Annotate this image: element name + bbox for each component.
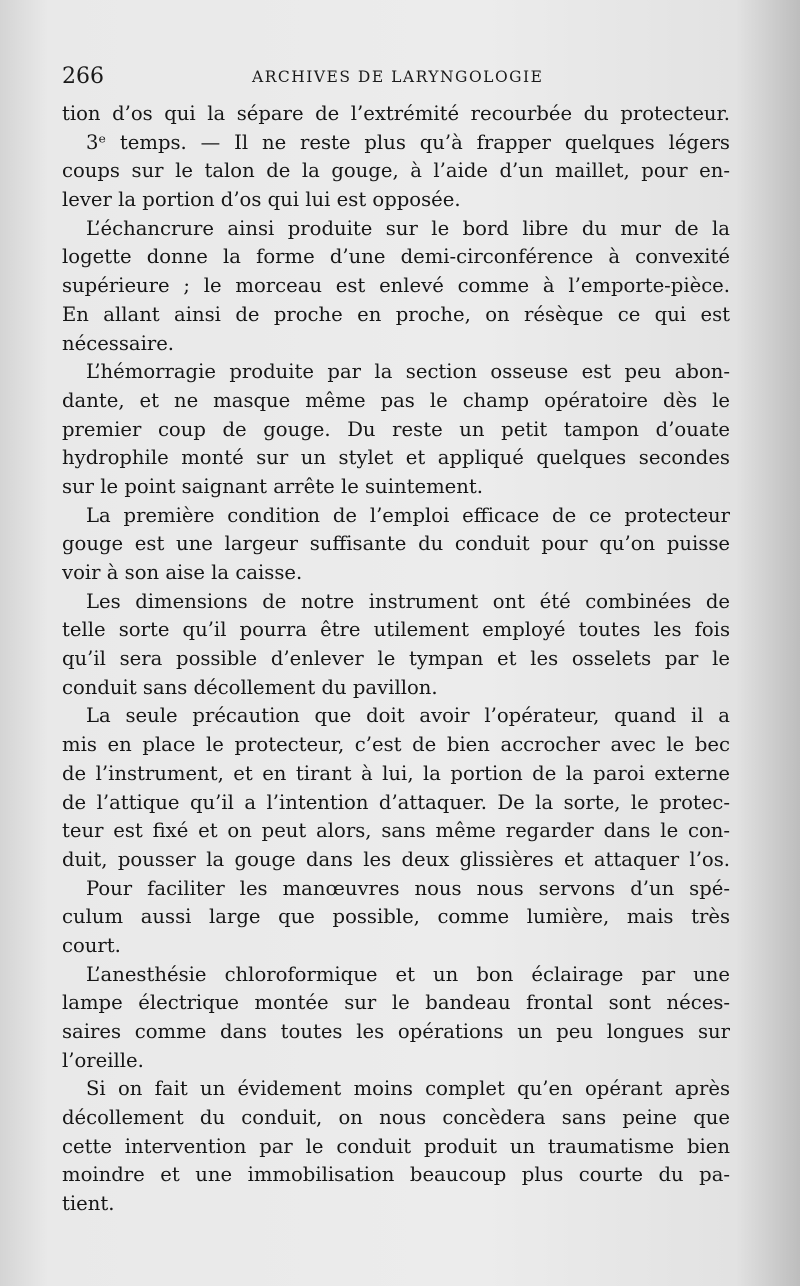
text-line: court. xyxy=(62,933,121,957)
text-line: dante, et ne masque même pas le champ opératoire dès le xyxy=(62,388,730,412)
text-line: supérieure ; le morceau est enlevé comme à l’emporte-pièce. xyxy=(62,274,730,298)
text-line: telle sorte qu’il pourra être utilement employé toutes les fois xyxy=(62,618,730,642)
text-line: qu’il sera possible d’enlever le tympan et les osselets par le xyxy=(62,647,730,671)
text-line: mis en place le protecteur, c’est de bien accrocher avec le bec xyxy=(62,733,730,757)
text-line: teur est fixé et on peut alors, sans même regarder dans le con- xyxy=(62,819,730,843)
text-line: En allant ainsi de proche en proche, on résèque ce qui est xyxy=(62,302,730,326)
text-line: lampe électrique montée sur le bandeau frontal sont néces- xyxy=(62,991,730,1015)
text-line: décollement du conduit, on nous concèdera sans peine que xyxy=(62,1106,730,1130)
text-line: Si on fait un évidement moins complet qu’en opérant après xyxy=(86,1077,730,1101)
text-line: conduit sans décollement du pavillon. xyxy=(62,675,438,699)
text-line: gouge est une largeur suffisante du conduit pour qu’on puisse xyxy=(62,532,730,556)
text-line: de l’instrument, et en tirant à lui, la portion de la paroi externe xyxy=(62,761,730,785)
text-line: de l’attique qu’il a l’intention d’attaquer. De la sorte, le protec- xyxy=(62,790,730,814)
text-line: duit, pousser la gouge dans les deux glissières et attaquer l’os. xyxy=(62,847,730,871)
text-line: coups sur le talon de la gouge, à l’aide d’un maillet, pour en- xyxy=(62,159,730,183)
text-line: tient. xyxy=(62,1192,115,1216)
text-line: logette donne la forme d’une demi-circonférence à convexité xyxy=(62,245,730,269)
text-line: l’oreille. xyxy=(62,1048,144,1072)
text-line: lever la portion d’os qui lui est opposée. xyxy=(62,188,461,212)
text-line: moindre et une immobilisation beaucoup plus courte du pa- xyxy=(62,1163,730,1187)
text-line: nécessaire. xyxy=(62,331,175,355)
page-number: 266 xyxy=(62,64,104,89)
text-line: sur le point saignant arrête le suintement. xyxy=(62,474,483,498)
body-text xyxy=(62,100,730,1219)
text-line: voir à son aise la caisse. xyxy=(62,561,303,584)
text-line: Les dimensions de notre instrument ont été combinées de xyxy=(86,589,730,613)
text-line: La seule précaution que doit avoir l’opérateur, quand il a xyxy=(86,704,730,728)
text-line: hydrophile monté sur un stylet et appliqué quelques secondes xyxy=(62,446,730,470)
text-line: L’échancrure ainsi produite sur le bord libre du mur de la xyxy=(86,216,730,240)
text-line: 3ᵉ temps. — Il ne reste plus qu’à frapper quelques légers xyxy=(86,130,730,154)
text-line: L’anesthésie chloroformique et un bon éclairage par une xyxy=(86,962,730,986)
text-line: culum aussi large que possible, comme lumière, mais très xyxy=(62,905,730,929)
text-line: L’hémorragie produite par la section osseuse est peu abon- xyxy=(86,360,730,384)
running-title: ARCHIVES DE LARYNGOLOGIE xyxy=(252,68,544,86)
text-line: cette intervention par le conduit produit un traumatisme bien xyxy=(62,1134,730,1158)
text-line: La première condition de l’emploi efficace de ce protecteur xyxy=(86,503,730,527)
text-line: tion d’os qui la sépare de l’extrémité recourbée du protecteur. xyxy=(62,102,730,125)
text-line: Pour faciliter les manœuvres nous nous servons d’un spé- xyxy=(86,876,730,900)
text-line: premier coup de gouge. Du reste un petit tampon d’ouate xyxy=(62,417,730,441)
text-line: saires comme dans toutes les opérations un peu longues sur xyxy=(62,1020,730,1043)
page-header xyxy=(62,64,732,98)
